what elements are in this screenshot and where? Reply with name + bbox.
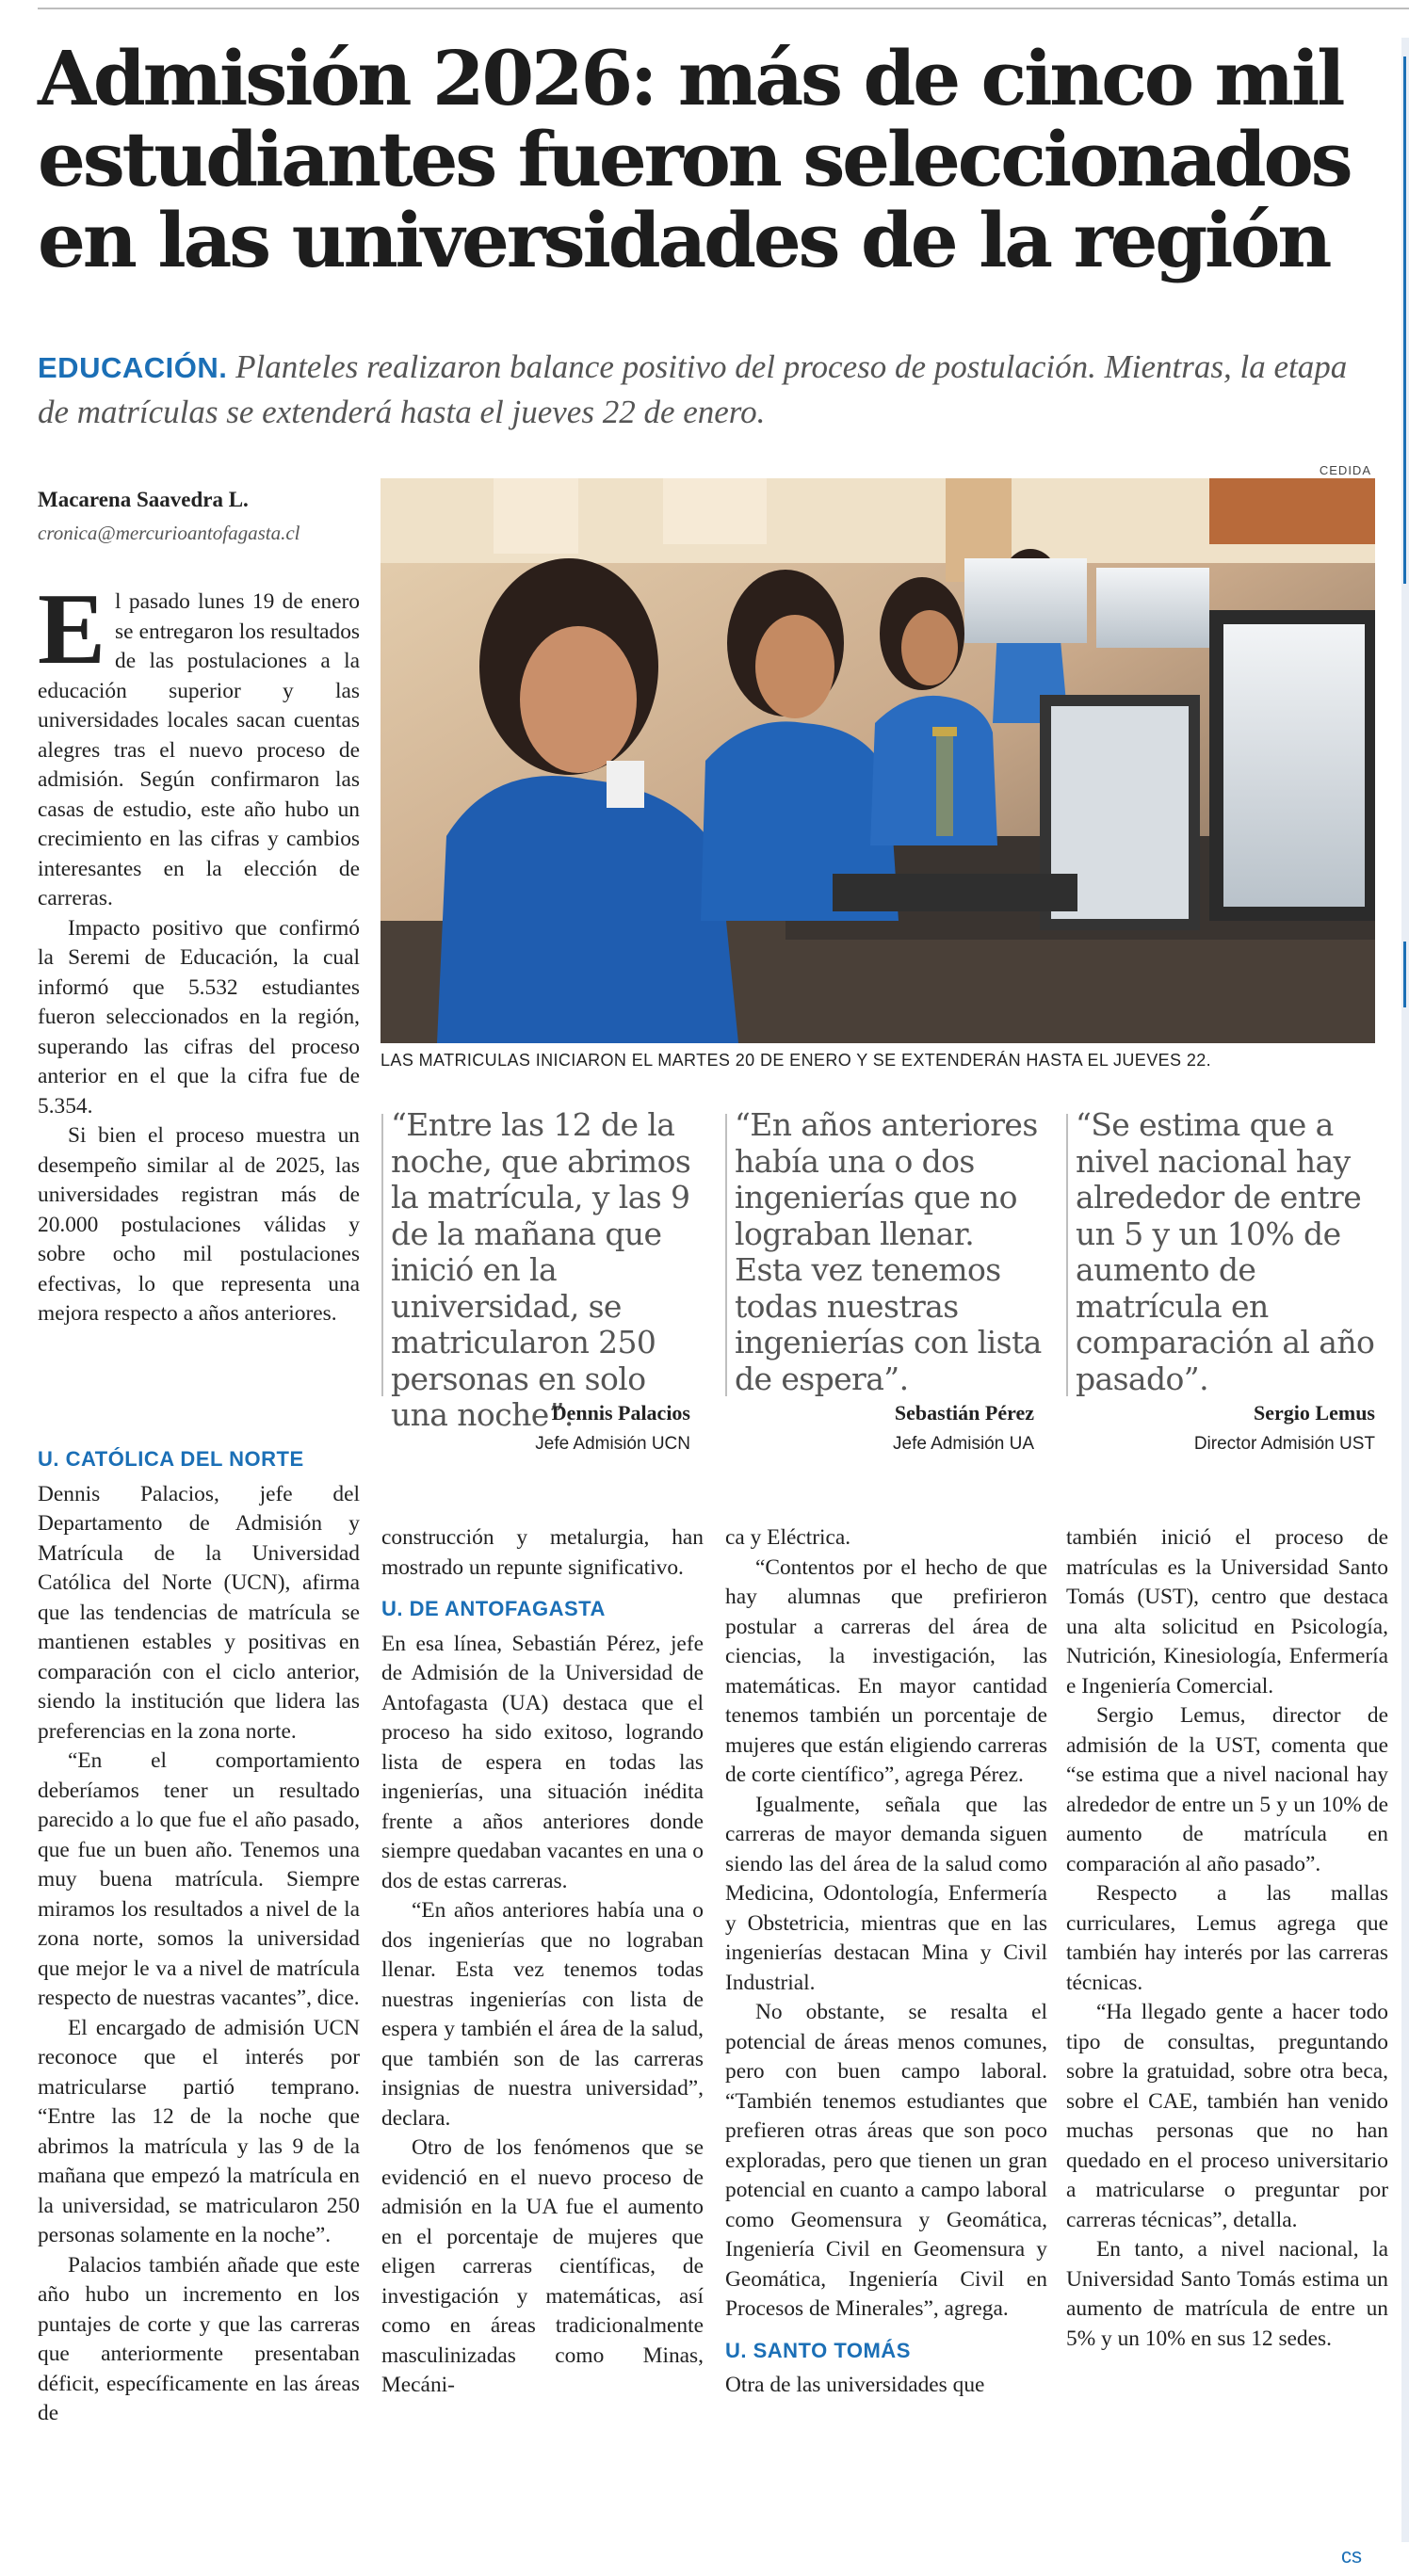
article-column-2 — [381, 1523, 704, 2401]
pull-quote-role: Jefe Admisión UCN — [535, 1434, 690, 1454]
headline-line: en las universidades de la región — [38, 196, 1330, 284]
pull-quote-role: Director Admisión UST — [1193, 1434, 1375, 1454]
pull-quote-text: “En años anteriores había una o dos ingenierías que no lograban llenar. Esta vez tenemos todas nuestras ingenierías con lista de espera”. — [735, 1106, 1042, 1397]
body-paragraph: ca y Eléctrica. — [725, 1525, 851, 1550]
subhead-ua: U. DE ANTOFAGASTA — [381, 1597, 606, 1620]
article-column-1-lower — [38, 1433, 360, 2429]
headline — [38, 34, 1394, 284]
body-paragraph — [38, 573, 360, 914]
body-text: l pasado lunes 19 de enero se entregaron los resultados de las postulaciones a la educación superior y las universidades locales sacan cuentas alegres tras el nuevo proceso de admisión. Según confirmaron las casas de estudio, este año hubo un crecimiento en las cifras y cambios interesantes en la elección de carreras. — [38, 589, 360, 910]
deck-text: Planteles realizaron balance positivo del proceso de postulación. Mientras, la etapa de matrículas se extenderá hasta el jueves 22 de enero. — [38, 348, 1348, 430]
adjacent-page-edge — [1401, 38, 1409, 2542]
subhead-ust: U. SANTO TOMÁS — [725, 2338, 911, 2362]
quote-rule — [725, 1114, 727, 1396]
section-label: EDUCACIÓN. — [38, 351, 228, 384]
byline-name: Macarena Saavedra L. — [38, 488, 249, 511]
pull-quote-role: Jefe Admisión UA — [893, 1434, 1034, 1454]
body-paragraph: Impacto positivo que confirmó la Seremi de Educación, la cual informó que 5.532 estudiantes fueron seleccionados en la región, superando las cifras del proceso anterior en el que la cifra fue de 5.354. — [38, 915, 360, 1119]
quote-rule — [381, 1114, 383, 1396]
body-paragraph: Dennis Palacios, jefe del Departamento de Admisión y Matrícula de la Universidad Católica del Norte (UCN), afirma que las tendencias de matrícula se mantienen estables y positivas en comparación con el ciclo anterior, siendo la institución que lidera las preferencias en la zona norte. — [38, 1481, 360, 1744]
body-paragraph: también inició el proceso de matrículas es la Universidad Santo Tomás (UST), centro que destaca una alta solicitud en Psicología, Nutrición, Kinesiología, Enfermería e Ingeniería Comercial. — [1066, 1525, 1388, 1699]
body-paragraph: Palacios también añade que este año hubo un incremento en los puntajes de corte y que las carreras que anteriormente presentaban déficit, específicamente en las áreas de — [38, 2252, 360, 2425]
body-paragraph: Igualmente, señala que las carreras de mayor demanda siguen siendo las del área de la salud como Medicina, Odontología, Enfermería y Obstetricia, mientras que en las ingenierías destacan Mina y Civil Industrial. — [725, 1792, 1047, 1995]
deck — [38, 345, 1375, 434]
body-paragraph: Respecto a las mallas curriculares, Lemus agrega que también hay interés por las carreras técnicas. — [1066, 1881, 1388, 1995]
article-column-4 — [1066, 1523, 1388, 2354]
quote-rule — [1066, 1114, 1068, 1396]
pull-quote-name: Dennis Palacios — [551, 1401, 690, 1425]
photo-caption: LAS MATRICULAS INICIARON EL MARTES 20 DE ENERO Y SE EXTENDERÁN HASTA EL JUEVES 22. — [381, 1051, 1212, 1070]
end-mark-icon: cs — [1341, 2544, 1362, 2568]
body-paragraph: “Ha llegado gente a hacer todo tipo de consultas, preguntando sobre la gratuidad, sobre otra beca, sobre el CAE, también han venido muchas personas que no han quedado en el proceso universitario a matricularse o preguntar por carreras técnicas”, detalla. — [1066, 2000, 1388, 2232]
body-paragraph: “Contentos por el hecho de que hay alumnas que prefirieron postular a carreras del área de ciencias, la investigación, las matemáticas. En mayor cantidad tenemos también un porcentaje de mujeres que están eligiendo carreras de corte científico”, agrega Pérez. — [725, 1554, 1047, 1787]
article-column-1 — [38, 573, 360, 1329]
body-paragraph: Otra de las universidades que — [725, 2373, 985, 2397]
photo-students-at-computers — [381, 478, 1375, 1043]
pull-quote-name: Sebastián Pérez — [894, 1401, 1034, 1425]
body-paragraph: El encargado de admisión UCN reconoce que el interés por matricularse partió temprano. “Entre las 12 de la noche que abrimos la matrícula y las 9 de la mañana que empezó la matrícula en la universidad, se matricularon 250 personas solamente en la noche”. — [38, 2015, 360, 2247]
body-paragraph: Si bien el proceso muestra un desempeño similar al de 2025, las universidades registran más de 20.000 postulaciones válidas y sobre ocho mil postulaciones efectivas, lo que representa una mejora respecto a años anteriores. — [38, 1123, 360, 1326]
pull-quote-text: “Entre las 12 de la noche, que abrimos la matrícula, y las 9 de la mañana que inició en la universidad, se matricularon 250 personas en solo una noche”. — [391, 1106, 691, 1433]
headline-line: Admisión 2026: más de cinco mil — [38, 34, 1343, 122]
article-column-3 — [725, 1523, 1047, 2401]
subhead-ucn: U. CATÓLICA DEL NORTE — [38, 1447, 304, 1471]
body-paragraph: En tanto, a nivel nacional, la Universidad Santo Tomás estima un aumento de matrícula de entre un 5% y un 10% en sus 12 sedes. — [1066, 2237, 1388, 2351]
body-paragraph: Sergio Lemus, director de admisión de la UST, comenta que “se estima que a nivel nacional hay alrededor de entre un 5 y un 10% de aumento de matrícula en comparación al año pasado”. — [1066, 1703, 1388, 1876]
byline-email: cronica@mercurioantofagasta.cl — [38, 522, 300, 544]
body-paragraph: No obstante, se resalta el potencial de áreas menos comunes, pero con buen campo laboral. “También tenemos estudiantes que prefieren otras áreas que son poco exploradas, pero que tienen un gran potencial en cuanto a campo laboral como Geomensura y Geomática, Ingeniería Civil en Geomensura y Geomática, Ingeniería Civil en Procesos de Minerales”, agrega. — [725, 2000, 1047, 2321]
top-rule — [38, 8, 1409, 9]
body-paragraph: “En el comportamiento deberíamos tener un resultado parecido a lo que fue el año pasado, que fue un buen año. Tenemos una muy buena matrícula. Siempre miramos los resultados a nivel de la zona norte, somos la universidad que mejor le va a nivel de matrícula respecto de nuestras vacantes”, dice. — [38, 1748, 360, 2010]
pull-quote-text: “Se estima que a nivel nacional hay alrededor de entre un 5 y un 10% de aumento de matrícula en comparación al año pasado”. — [1076, 1106, 1375, 1397]
body-paragraph: En esa línea, Sebastián Pérez, jefe de Admisión de la Universidad de Antofagasta (UA) destaca que el proceso ha sido exitoso, logrando lista de espera en todas las ingenierías, una situación inédita frente a años anteriores donde siempre quedaban vacantes en una o dos de estas carreras. — [381, 1631, 704, 1893]
photo-credit: CEDIDA — [1319, 463, 1371, 477]
body-paragraph: construcción y metalurgia, han mostrado un repunte significativo. — [381, 1525, 704, 1580]
pull-quote-name: Sergio Lemus — [1254, 1401, 1375, 1425]
article-photo — [381, 478, 1375, 1043]
body-paragraph: “En años anteriores había una o dos ingenierías que no lograban llenar. Esta vez tenemos todas nuestras ingenierías con lista de espera y también el área de la salud, que también son de las carreras insignias de nuestra universidad”, declara. — [381, 1898, 704, 2131]
headline-line: estudiantes fueron seleccionados — [38, 115, 1351, 203]
body-paragraph: Otro de los fenómenos que se evidenció en el nuevo proceso de admisión en la UA fue el aumento en el porcentaje de mujeres que eligen carreras científicas, de investigación y matemáticas, así como en áreas tradicionalmente masculinizadas como Minas, Mecáni- — [381, 2135, 704, 2397]
dropcap: E — [38, 573, 106, 685]
